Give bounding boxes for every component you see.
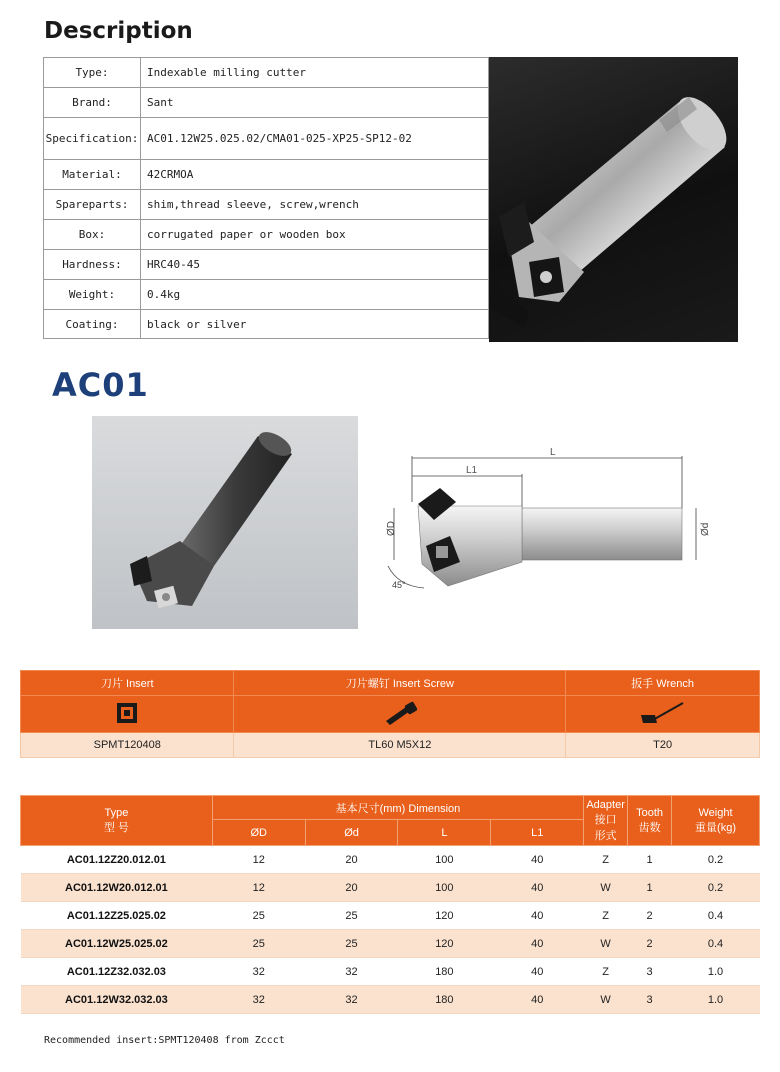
cutter-render-illustration [92,416,358,629]
spec-row [44,160,489,190]
weight-cell: 0.2 [672,874,760,902]
type-header-en: Type [104,806,129,819]
spec-row [44,118,489,160]
insert-icon [116,702,138,724]
cutter-3d-render [92,416,358,629]
spec-value: shim,thread sleeve, screw,wrench [141,190,489,220]
L1-cell: 40 [491,958,584,986]
d-cell: 32 [305,986,398,1014]
spec-value: 42CRMOA [141,160,489,190]
cutter-photo-illustration [489,57,738,342]
accessories-header-row [21,671,760,696]
D-cell: 32 [212,986,305,1014]
screw-value: TL60 M5X12 [234,733,566,758]
col-D-header: ØD [212,820,305,846]
spec-row [44,190,489,220]
spec-value: Sant [141,88,489,118]
table-row [21,986,760,1014]
spec-value: 0.4kg [141,280,489,310]
D-cell: 12 [212,874,305,902]
technical-drawing [378,436,711,608]
D-cell: 12 [212,846,305,874]
product-photo [489,57,738,342]
d-cell: 25 [305,930,398,958]
adapter-cell: Z [584,902,628,930]
adapter-header-3: 形式 [594,829,617,842]
tooth-cell: 1 [628,846,672,874]
weight-header-cn: 重量(kg) [695,821,736,834]
dim-D-label: ØD [386,521,397,536]
spec-value: corrugated paper or wooden box [141,220,489,250]
spec-row [44,310,489,339]
L1-cell: 40 [491,874,584,902]
wrench-value: T20 [566,733,760,758]
insert-icon-cell [21,696,234,733]
model-header-row [21,796,760,820]
wrench-icon [639,699,687,727]
spec-row [44,280,489,310]
tooth-cell: 2 [628,930,672,958]
L1-cell: 40 [491,902,584,930]
adapter-cell: W [584,986,628,1014]
weight-cell: 0.2 [672,846,760,874]
type-header-cn: 型 号 [103,821,129,834]
d-cell: 20 [305,874,398,902]
footnote: Recommended insert:SPMT120408 from Zccct [44,1035,285,1046]
spec-table [43,57,489,339]
wrench-icon-cell [566,696,760,733]
tooth-cell: 1 [628,874,672,902]
spec-value: black or silver [141,310,489,339]
col-L-header: L [398,820,491,846]
spec-value: Indexable milling cutter [141,58,489,88]
weight-cell: 1.0 [672,958,760,986]
screw-icon-cell [234,696,566,733]
adapter-header [584,796,628,846]
spec-label: Type: [44,58,141,88]
spec-label: Material: [44,160,141,190]
D-cell: 32 [212,958,305,986]
weight-cell: 1.0 [672,986,760,1014]
d-cell: 32 [305,958,398,986]
wrench-header: 扳手 Wrench [566,671,760,696]
L1-cell: 40 [491,846,584,874]
spec-label: Spareparts: [44,190,141,220]
col-d-header: Ød [305,820,398,846]
spec-label: Specification: [44,118,141,160]
table-row [21,958,760,986]
spec-row [44,58,489,88]
spec-label: Box: [44,220,141,250]
adapter-header-2: 接口 [594,813,617,826]
weight-cell: 0.4 [672,930,760,958]
model-cell: AC01.12W32.032.03 [21,986,213,1014]
adapter-cell: Z [584,958,628,986]
dim-L-label: L [550,447,556,458]
L-cell: 180 [398,958,491,986]
weight-header-en: Weight [698,806,733,819]
accessories-table [20,670,760,758]
accessories-value-row [21,733,760,758]
spec-label: Brand: [44,88,141,118]
spec-label: Coating: [44,310,141,339]
L-cell: 120 [398,902,491,930]
L1-cell: 40 [491,986,584,1014]
model-cell: AC01.12Z32.032.03 [21,958,213,986]
screw-header: 刀片螺钉 Insert Screw [234,671,566,696]
tooth-header-cn: 齿数 [638,821,661,834]
spec-label: Weight: [44,280,141,310]
spec-row [44,250,489,280]
section-title: AC01 [52,366,149,404]
D-cell: 25 [212,930,305,958]
model-cell: AC01.12Z20.012.01 [21,846,213,874]
adapter-cell: W [584,874,628,902]
description-title: Description [44,18,193,44]
tooth-header [628,796,672,846]
adapter-cell: W [584,930,628,958]
spec-row [44,220,489,250]
L1-cell: 40 [491,930,584,958]
spec-row [44,88,489,118]
table-row [21,930,760,958]
col-L1-header: L1 [491,820,584,846]
accessories-icon-row [21,696,760,733]
insert-value: SPMT120408 [21,733,234,758]
table-row [21,846,760,874]
L-cell: 100 [398,874,491,902]
tooth-cell: 3 [628,986,672,1014]
model-cell: AC01.12W20.012.01 [21,874,213,902]
adapter-header-1: Adapter [586,798,625,811]
spec-value: AC01.12W25.025.02/CMA01-025-XP25-SP12-02 [141,118,489,160]
screw-icon [382,701,418,725]
adapter-cell: Z [584,846,628,874]
type-header [21,796,213,846]
d-cell: 20 [305,846,398,874]
spec-value: HRC40-45 [141,250,489,280]
model-table [20,795,760,1014]
tooth-header-en: Tooth [636,806,664,819]
table-row [21,874,760,902]
weight-cell: 0.4 [672,902,760,930]
model-cell: AC01.12W25.025.02 [21,930,213,958]
d-cell: 25 [305,902,398,930]
weight-header [672,796,760,846]
dim-d-label: Ød [700,522,711,536]
dimension-header: 基本尺寸(mm) Dimension [212,796,583,820]
L-cell: 100 [398,846,491,874]
tooth-cell: 3 [628,958,672,986]
spec-label: Hardness: [44,250,141,280]
table-row [21,902,760,930]
L-cell: 120 [398,930,491,958]
dim-L1-label: L1 [466,465,478,476]
D-cell: 25 [212,902,305,930]
insert-header: 刀片 Insert [21,671,234,696]
dim-angle-label: 45° [392,580,406,590]
model-cell: AC01.12Z25.025.02 [21,902,213,930]
L-cell: 180 [398,986,491,1014]
tooth-cell: 2 [628,902,672,930]
